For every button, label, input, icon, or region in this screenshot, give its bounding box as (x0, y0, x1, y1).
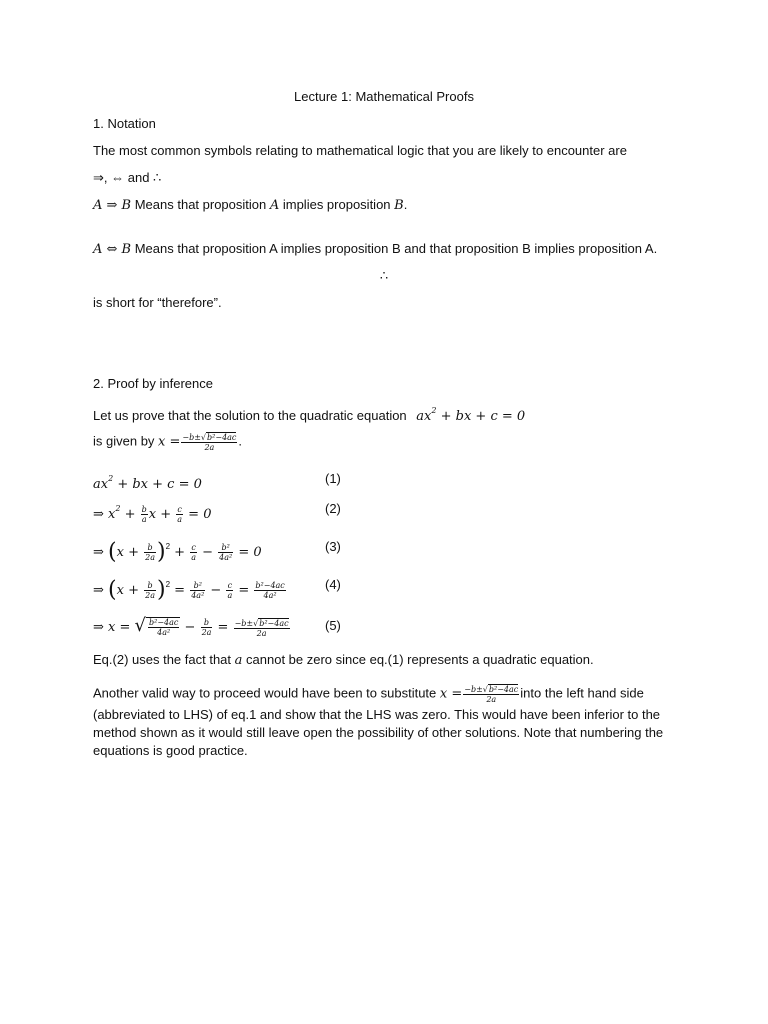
implies-definition: A ⇒ B Means that proposition A implies proposition B. (93, 197, 408, 213)
quadratic-intro-text: Let us prove that the solution to the quadratic equation (93, 408, 407, 423)
section1-heading: 1. Notation (93, 116, 156, 131)
page-title: Lecture 1: Mathematical Proofs (294, 89, 474, 104)
alternative-para-line3: method shown as it would still leave open the possibility of other solutions. Note that numbering the (93, 725, 664, 740)
var-b: B (394, 198, 404, 213)
equation-3: ⇒ (x + $\frac{b}{2a}$ )$^2$ + $\frac{c}{a}$ − $\frac{\text{b²}}{\text{4a²}}$ = 0 (93, 539, 262, 565)
eq2-note-text-a: Eq.(2) uses the fact that (93, 652, 235, 667)
alt-fraction: $\frac{\text{−b±√b²−4ac}}{2a}$ (464, 685, 519, 704)
alternative-para-line2: (abbreviated to LHS) of eq.1 and show that the LHS was zero. This would have been inferior to the (93, 707, 661, 722)
quadratic-fraction: $\frac{\text{−b±√b²−4ac}}{2a}$ (182, 433, 237, 452)
section2-heading: 2. Proof by inference (93, 376, 213, 391)
implies-text: Means that proposition (131, 197, 270, 212)
alternative-para-line1: Another valid way to proceed would have been to substitute x = $\frac{\text{−b±√b²−4ac}}{2a}$ into the left hand side (93, 685, 644, 704)
eq-label-5: (5) (325, 618, 341, 633)
implies-symbol: A ⇒ B (93, 198, 132, 213)
alternative-para-line4: equations is good practice. (93, 743, 248, 758)
alt-text-b: into the left hand side (520, 685, 644, 701)
quadratic-equation: $ax^2$ + bx + c = 0 (416, 406, 526, 424)
iff-symbol: A ⇔ B (93, 242, 132, 257)
iff-definition (93, 240, 657, 258)
equation-2: ⇒ $x^2$ + $\frac{b}{a}$ x + $\frac{c}{a}$ = 0 (93, 504, 212, 525)
section1-intro: The most common symbols relating to mathematical logic that you are likely to encounter are (93, 143, 627, 158)
equation-5: ⇒ x = √ $\frac{\text{b²−4ac}}{\text{4a²}}$ − $\frac{b}{2a}$ = $\frac{\text{−b±√b²−4ac}}{2a}$ (93, 615, 289, 638)
alt-text-a: Another valid way to proceed would have been to substitute (93, 685, 437, 701)
eq2-note: Eq.(2) uses the fact that a cannot be zero since eq.(1) represents a quadratic equation. (93, 652, 594, 668)
iff-text: Means that proposition A implies proposition B and that proposition B implies proposition A. (131, 241, 658, 256)
given-by-text: is given by (93, 433, 155, 449)
eq-label-1: (1) (325, 471, 341, 486)
eq-label-3: (3) (325, 539, 341, 554)
therefore-symbol: ∴ (379, 268, 389, 283)
quadratic-intro (93, 402, 525, 425)
symbols-line: ⇒, ⇔ and ∴ (93, 170, 162, 185)
equation-4: ⇒ (x + $\frac{b}{2a}$ )$^2$ = $\frac{\text{b²}}{\text{4a²}}$ − $\frac{c}{a}$ = $\frac{\text{b²−4ac}}{\text{4a²}}$ (93, 577, 285, 603)
var-a: A (269, 198, 280, 213)
equation-1: $ax^2$ + bx + c = 0 (93, 474, 202, 492)
implies-text-2: implies proposition (279, 197, 395, 212)
given-by-line: is given by x = $\frac{\text{−b±√b²−4ac}}{2a}$ . (93, 433, 243, 452)
eq-label-2: (2) (325, 501, 341, 516)
therefore-text: is short for “therefore”. (93, 295, 222, 310)
eq-label-4: (4) (325, 577, 341, 592)
eq2-note-text-b: cannot be zero since eq.(1) represents a quadratic equation. (242, 652, 594, 667)
quadratic-formula: x = (158, 434, 181, 450)
